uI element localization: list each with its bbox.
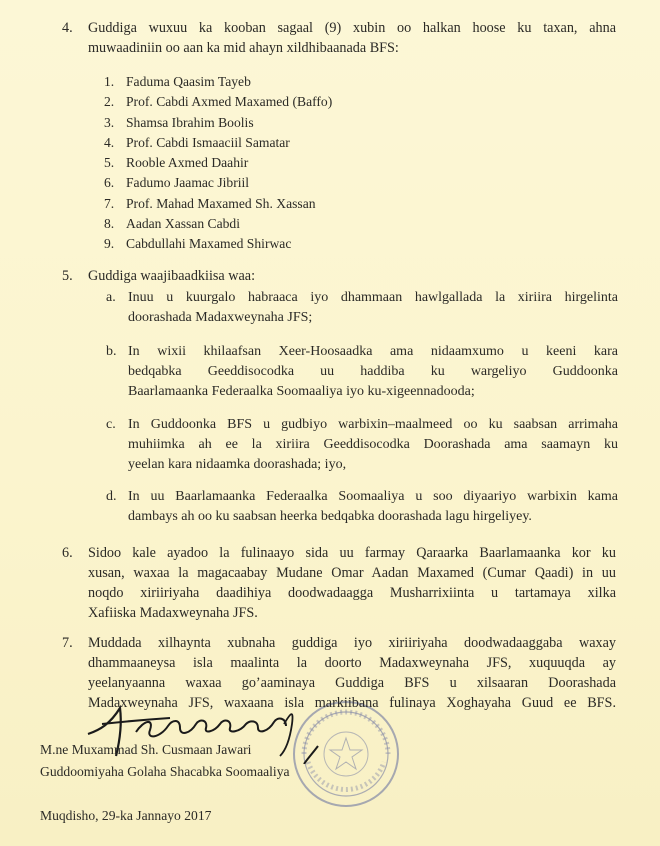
sub-item-line: Baarlamaanka Federaalka Soomaaliya iyo ku-xigeennadooda; <box>128 384 475 399</box>
item-6-text <box>88 543 616 623</box>
item-6-line: noqdo xiriiriyaha daadihiya doodwadaagga Musharrixiinta u tartamaya xilka <box>88 585 616 601</box>
sub-item-line: bedqabka Geeddisocodka uu haddiba ku wargeliyo Guddoonka <box>128 364 618 379</box>
item-5-intro: Guddiga waajibaadkiisa waa: <box>88 268 256 284</box>
item-7-line: dhammaaneysa isla maalinta la doorto Madaxweynaha JFS, xuquuqda ay <box>88 655 616 671</box>
list-item: 9. Cabdullahi Maxamed Shirwac <box>104 236 292 252</box>
item-6-number: 6. <box>62 545 73 561</box>
sub-item-line: In wixii khilaafsan Xeer-Hoosaadka ama nidaamxumo u keeni kara <box>128 344 618 359</box>
sub-item-line: muhiimka ah ee la xiriira Geeddisocodka Doorashada ama saamayn ku <box>128 437 618 452</box>
list-item: 7. Prof. Mahad Maxamed Sh. Xassan <box>104 195 316 211</box>
item-7-number: 7. <box>62 635 73 651</box>
sub-item-line: In uu Baarlamaanka Federaalka Soomaaliya u soo diyaariyo warbixin kama <box>128 489 618 504</box>
item-6-line: Sidoo kale ayadoo la fulinaayo sida uu farmay Qaraarka Baarlamaanka kor ku <box>88 545 616 561</box>
list-item: 8. Aadan Xassan Cabdi <box>104 216 241 232</box>
list-item: 1. Faduma Qaasim Tayeb <box>104 74 251 89</box>
member-list <box>104 72 332 255</box>
item-6-line: xusan, waxaa la magacaabay Mudane Omar Aadan Maxamed (Cumar Qaadi) in uu <box>88 565 616 581</box>
list-item: 2. Prof. Cabdi Axmed Maxamed (Baffo) <box>104 94 333 110</box>
list-item: 3. Shamsa Ibrahim Boolis <box>104 114 254 130</box>
sub-item-line: doorashada Madaxweynaha JFS; <box>128 310 313 325</box>
sub-item-line: yeelan kara nidaamka doorashada; iyo, <box>128 457 347 472</box>
item-4-text <box>88 18 616 58</box>
item-5-number: 5. <box>62 268 73 284</box>
list-item: 5. Rooble Axmed Daahir <box>104 155 249 171</box>
sub-item-letter: b. <box>106 344 117 359</box>
item-7-line: Muddada xilhaynta xubnaha guddiga iyo xiriiriyaha doodwadaaggaba waxay <box>88 635 616 651</box>
sub-item-line: Inuu u kuurgalo habraaca iyo dhammaan hawlgallada la xiriira hirgelinta <box>128 290 618 305</box>
sub-item-line: dambays ah oo ku saabsan heerka bedqabka doorashada lagu hirgeliyey. <box>128 509 532 524</box>
sub-item-line: In Guddoonka BFS u gudbiyo warbixin–maalmeed oo ku saabsan arrimaha <box>128 417 618 432</box>
item-4-line-1: Guddiga wuxuu ka kooban sagaal (9) xubin oo halkan hoose ku taxan, ahna <box>88 20 616 36</box>
sub-item-letter: d. <box>106 489 117 504</box>
signatory-name: M.ne Muxammad Sh. Cusmaan Jawari <box>40 742 252 757</box>
list-item: 4. Prof. Cabdi Ismaaciil Samatar <box>104 134 290 150</box>
item-6-line: Xafiiska Madaxweynaha JFS. <box>88 605 258 621</box>
item-7-line: Madaxweynaha JFS, waxaana isla markiibana fulinaya Xoghayaha Guud ee BFS. <box>88 695 616 711</box>
item-4-line-2: muwaadiniin oo aan ka mid ahayn xildhibaanada BFS: <box>88 40 399 56</box>
sub-item-letter: c. <box>106 417 116 432</box>
sub-item-letter: a. <box>106 290 116 305</box>
document-date: Muqdisho, 29-ka Jannayo 2017 <box>40 808 212 823</box>
item-7-line: yeelanyaanna waxaa go’aaminaya Guddiga BFS u xilsaaran Doorashada <box>88 675 616 691</box>
list-item: 6. Fadumo Jaamac Jibriil <box>104 175 250 191</box>
signatory-title: Guddoomiyaha Golaha Shacabka Soomaaliya <box>40 764 290 779</box>
item-4-number: 4. <box>62 20 73 36</box>
